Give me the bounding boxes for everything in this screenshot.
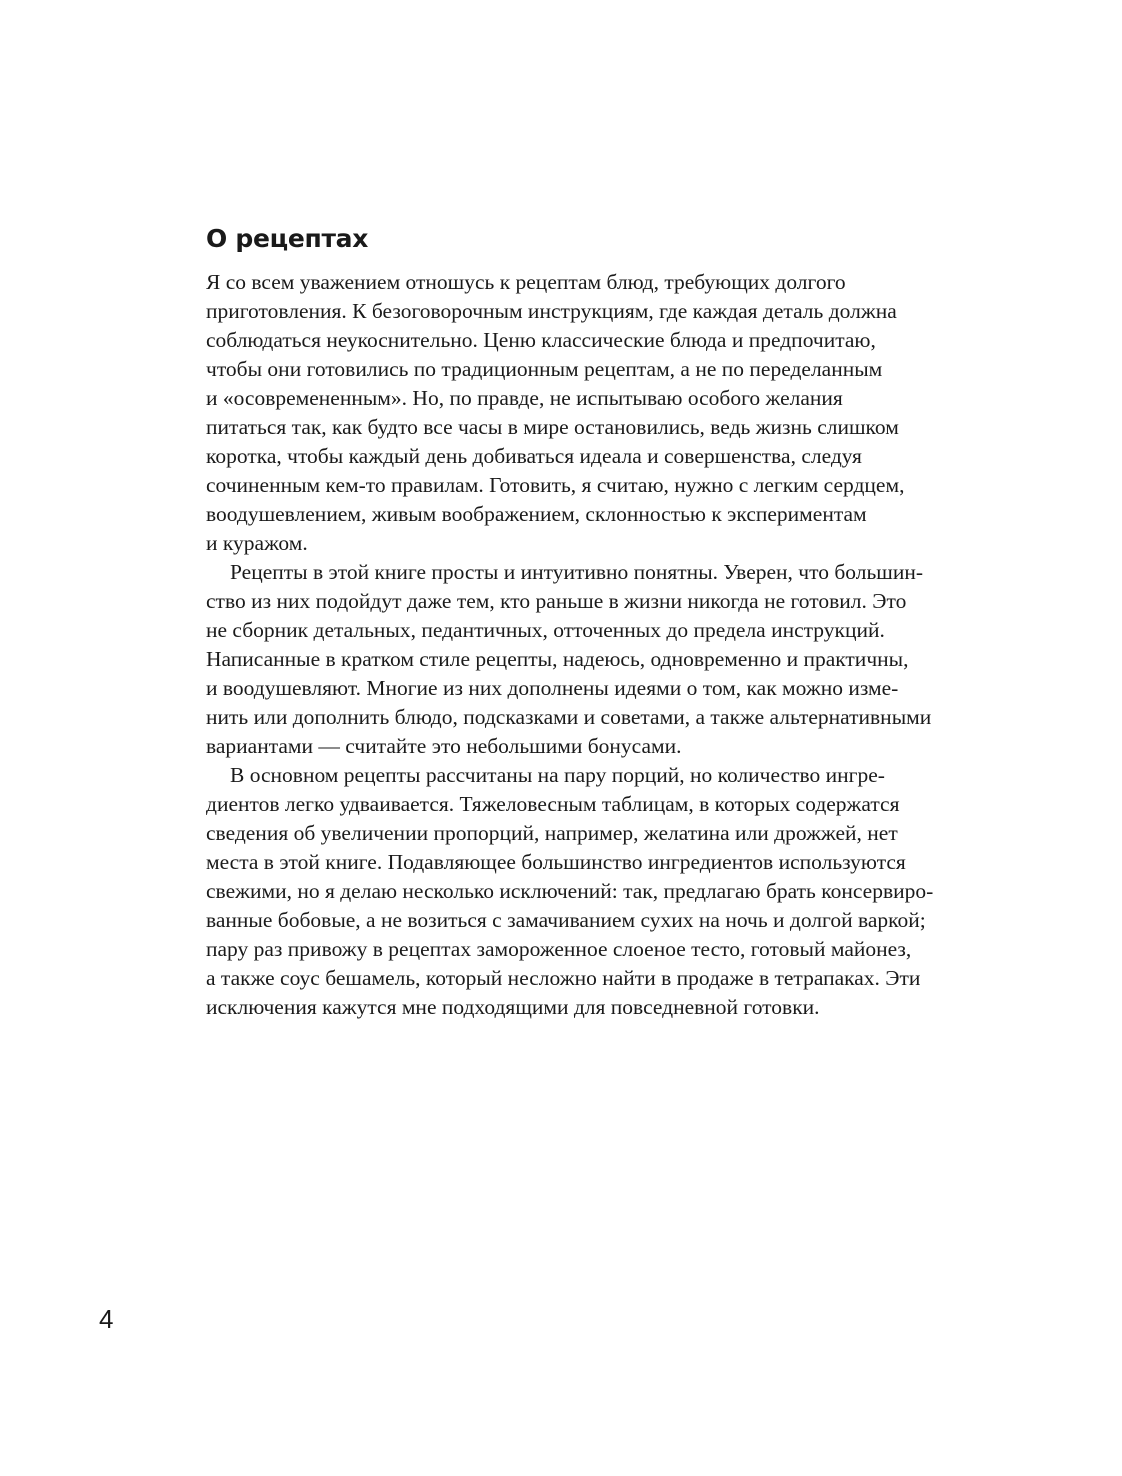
text-line: Я со всем уважением отношусь к рецептам блюд, требующих долгого (206, 270, 846, 294)
text-line: чтобы они готовились по традиционным рецептам, а не по переделанным (206, 357, 883, 381)
text-line: нить или дополнить блюдо, подсказками и советами, а также альтернативными (206, 705, 932, 729)
text-line: не сборник детальных, педантичных, отточенных до предела инструкций. (206, 618, 885, 642)
text-line: свежими, но я делаю несколько исключений: так, предлагаю брать консервиро- (206, 879, 934, 903)
text-line: пару раз привожу в рецептах замороженное слоеное тесто, готовый майонез, (206, 937, 912, 961)
text-line: питаться так, как будто все часы в мире остановились, ведь жизнь слишком (206, 415, 899, 439)
text-line: В основном рецепты рассчитаны на пару порций, но количество ингре- (230, 763, 885, 787)
paragraph-3 (206, 761, 976, 1022)
text-line: ванные бобовые, а не возиться с замачиванием сухих на ночь и долгой варкой; (206, 908, 926, 932)
text-line: места в этой книге. Подавляющее большинство ингредиентов используются (206, 850, 906, 874)
text-line: сочиненным кем-то правилам. Готовить, я считаю, нужно с легким сердцем, (206, 473, 905, 497)
text-line: приготовления. К безоговорочным инструкциям, где каждая деталь должна (206, 299, 897, 323)
text-line: исключения кажутся мне подходящими для повседневной готовки. (206, 995, 820, 1019)
text-line: воодушевлением, живым воображением, склонностью к экспериментам (206, 502, 867, 526)
text-line: Написанные в кратком стиле рецепты, надеюсь, одновременно и практичны, (206, 647, 909, 671)
text-line: вариантами — считайте это небольшими бонусами. (206, 734, 682, 758)
text-line: и воодушевляют. Многие из них дополнены идеями о том, как можно изме- (206, 676, 899, 700)
section-heading: О рецептах (206, 224, 369, 253)
paragraph-1 (206, 268, 976, 558)
page-number: 4 (99, 1304, 114, 1334)
text-line: Рецепты в этой книге просты и интуитивно понятны. Уверен, что большин- (230, 560, 924, 584)
text-line: и куражом. (206, 531, 308, 555)
text-line: диентов легко удваивается. Тяжеловесным таблицам, в которых содержатся (206, 792, 900, 816)
text-line: коротка, чтобы каждый день добиваться идеала и совершенства, следуя (206, 444, 862, 468)
text-line: сведения об увеличении пропорций, например, желатина или дрожжей, нет (206, 821, 898, 845)
body-text (206, 268, 976, 1022)
paragraph-2 (206, 558, 976, 761)
text-line: соблюдаться неукоснительно. Ценю классические блюда и предпочитаю, (206, 328, 876, 352)
text-line: ство из них подойдут даже тем, кто раньше в жизни никогда не готовил. Это (206, 589, 907, 613)
text-line: и «осовремененным». Но, по правде, не испытываю особого желания (206, 386, 843, 410)
text-line: а также соус бешамель, который несложно найти в продаже в тетрапаках. Эти (206, 966, 921, 990)
